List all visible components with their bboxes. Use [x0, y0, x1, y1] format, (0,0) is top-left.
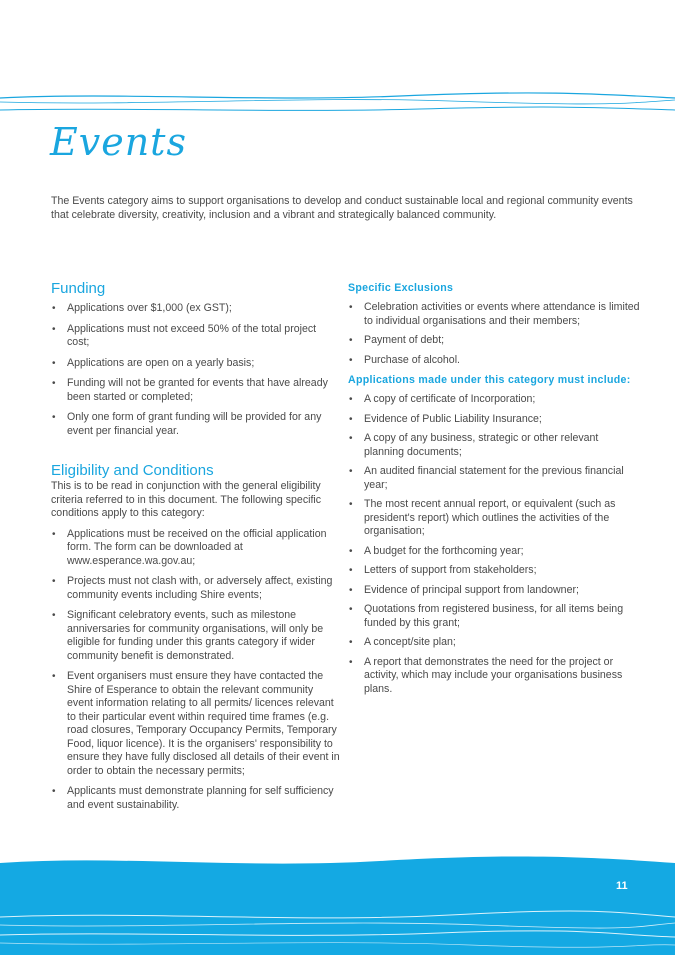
funding-heading: Funding: [51, 280, 106, 297]
list-item: • Payment of debt;: [349, 334, 445, 346]
list-item: • Letters of support from stakeholders;: [349, 564, 537, 576]
bullet-icon: •: [52, 357, 56, 369]
list-item: • Celebration activities or events where attendance is limited to individual organisations and their members;: [349, 301, 640, 327]
bullet-icon: •: [349, 466, 353, 477]
bullet-icon: •: [349, 335, 353, 346]
bullet-icon: •: [349, 354, 353, 366]
top-wave-lines: [0, 88, 675, 118]
bullet-icon: •: [52, 576, 56, 587]
must-include-list: [348, 393, 640, 696]
bullet-icon: •: [52, 786, 56, 797]
page-number: 11: [616, 880, 628, 892]
list-item: • Evidence of Public Liability Insurance;: [349, 412, 542, 425]
list-item: • Applications must be received on the official application form. The form can be downloaded at www.esperance.wa.gov.au;: [52, 527, 327, 567]
exclusions-list: [348, 301, 640, 367]
must-include-heading: Applications made under this category must include:: [348, 374, 631, 386]
bullet-icon: •: [52, 303, 56, 314]
bullet-icon: •: [52, 378, 56, 389]
list-item: • Only one form of grant funding will be provided for any event per financial year.: [52, 411, 322, 437]
list-item: • A concept/site plan;: [349, 636, 456, 648]
right-column: [348, 282, 640, 696]
footer-wave-band: [0, 855, 675, 955]
left-column: [51, 280, 341, 812]
bullet-icon: •: [349, 499, 353, 510]
eligibility-heading: Eligibility and Conditions: [51, 462, 214, 479]
bullet-icon: •: [349, 545, 353, 557]
list-item: • Applications are open on a yearly basis;: [52, 356, 255, 369]
bullet-icon: •: [349, 394, 353, 405]
exclusions-heading: Specific Exclusions: [348, 282, 454, 294]
list-item: • Applicants must demonstrate planning for self sufficiency and event sustainability.: [52, 785, 334, 811]
eligibility-intro: This is to be read in conjunction with the general eligibility criteria referred to in this document. The following specific conditions apply to this category:: [51, 480, 322, 519]
list-item: • Evidence of principal support from landowner;: [349, 583, 579, 596]
list-item: • Purchase of alcohol.: [349, 353, 460, 366]
list-item: • A budget for the forthcoming year;: [349, 544, 524, 557]
bullet-icon: •: [52, 323, 56, 335]
bullet-icon: •: [349, 565, 353, 576]
list-item: • A copy of any business, strategic or other relevant planning documents;: [349, 432, 599, 458]
list-item: • Projects must not clash with, or adversely affect, existing community events including Shire events;: [52, 575, 333, 601]
bullet-icon: •: [349, 584, 353, 596]
list-item: • A report that demonstrates the need for the project or activity, which may include your organisations business plans.: [349, 655, 623, 695]
intro-paragraph: The Events category aims to support organisations to develop and conduct sustainable local and regional community events that celebrate diversity, creativity, inclusion and a vibrant and strategically balanced community.: [51, 195, 633, 221]
bullet-icon: •: [349, 637, 353, 648]
list-item: • Applications must not exceed 50% of the total project cost;: [52, 322, 317, 348]
funding-list: [51, 302, 341, 438]
bullet-icon: •: [52, 528, 56, 540]
bullet-icon: •: [52, 671, 56, 682]
bullet-icon: •: [349, 433, 353, 444]
bullet-icon: •: [349, 604, 353, 615]
eligibility-list: [51, 528, 341, 813]
list-item: • Event organisers must ensure they have contacted the Shire of Esperance to obtain the relevant community event information relating to all permits/ licences relevant to their particular event within required time frames (e.g. road closures, Temporary Occupancy Permits, Temporary Food, liquor licence). It is the organisers' responsibility to ensure they have fully disclosed all details of their event in order to obtain the necessary permits;: [52, 670, 340, 777]
list-item: • Funding will not be granted for events that have already been started or completed;: [52, 377, 328, 403]
bullet-icon: •: [349, 656, 353, 668]
list-item: • An audited financial statement for the previous financial year;: [349, 465, 624, 491]
list-item: • Significant celebratory events, such as milestone anniversaries for community organisations, will only be eligible for funding under this grants category if wider community benefit is demonstrated.: [52, 609, 324, 662]
list-item: • Applications over $1,000 (ex GST);: [52, 302, 232, 314]
bullet-icon: •: [349, 413, 353, 425]
bullet-icon: •: [52, 610, 56, 621]
page-title: Events: [50, 120, 187, 164]
list-item: • A copy of certificate of Incorporation;: [349, 393, 536, 405]
bullet-icon: •: [349, 302, 353, 313]
bullet-icon: •: [52, 412, 56, 423]
list-item: • The most recent annual report, or equivalent (such as president's report) which outlines the activities of the organisation;: [349, 498, 616, 537]
list-item: • Quotations from registered business, for all items being funded by this grant;: [349, 603, 624, 629]
